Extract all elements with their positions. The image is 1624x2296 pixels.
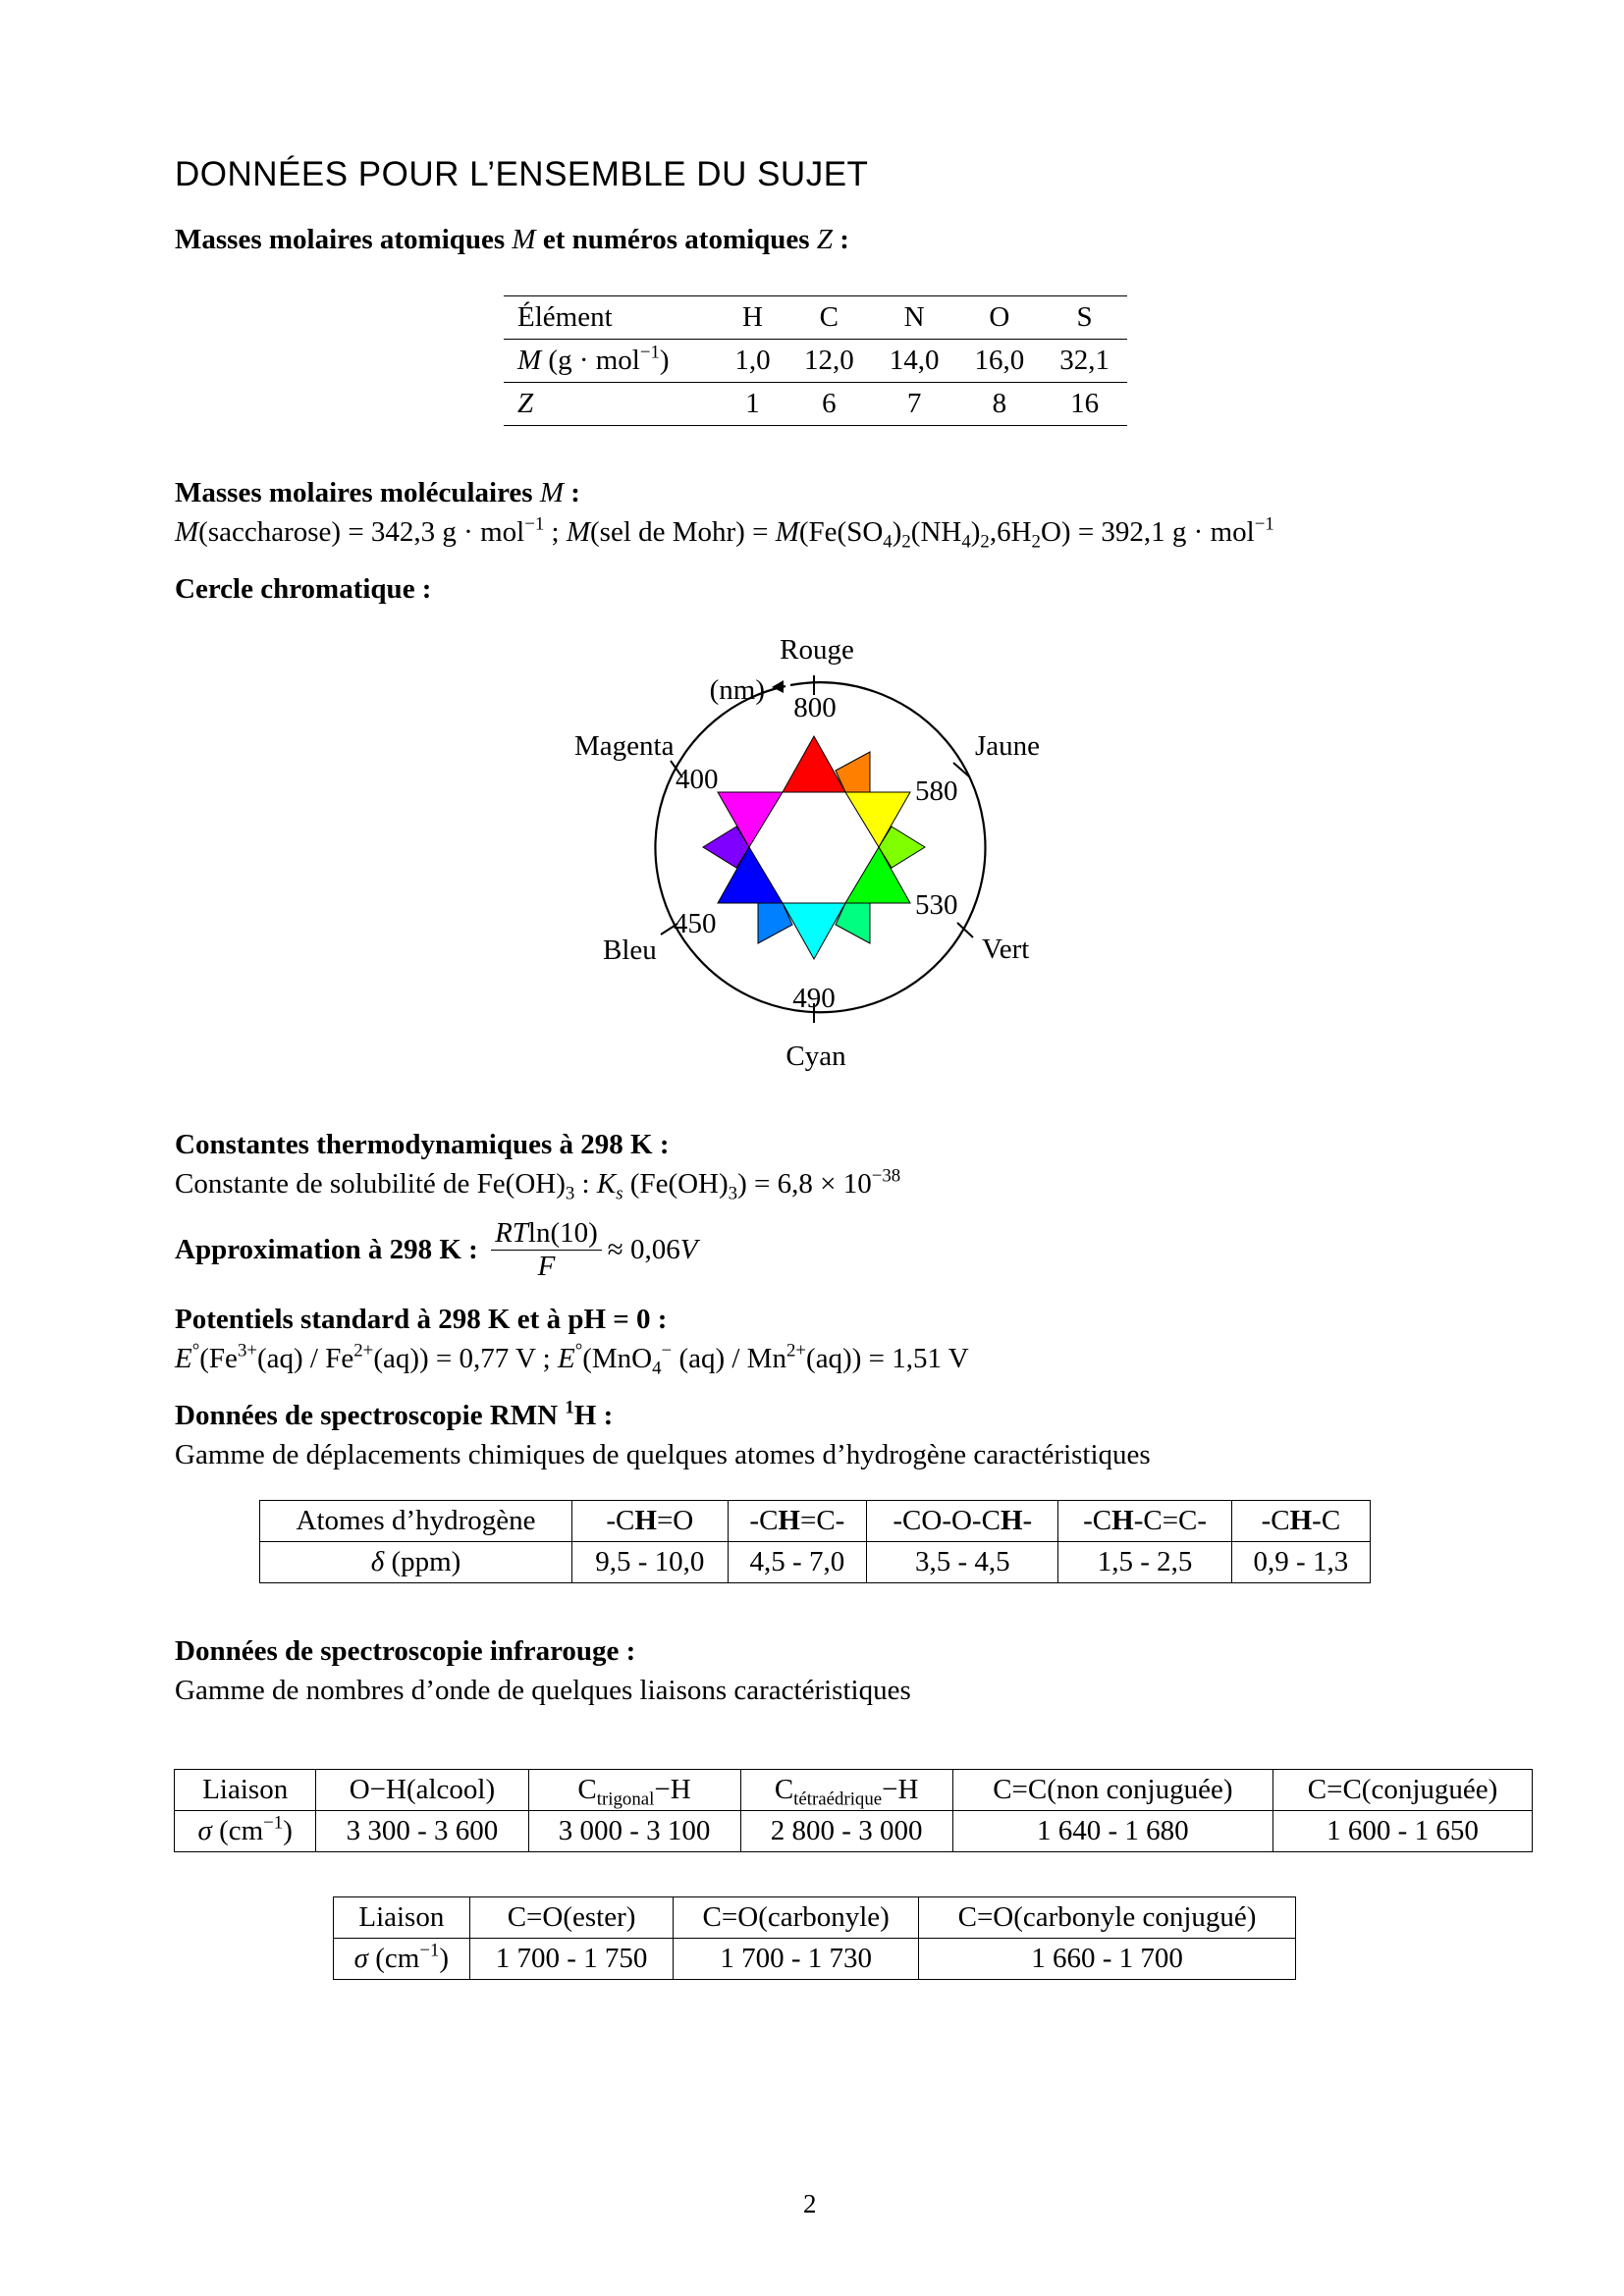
unit-V: V	[679, 1234, 698, 1265]
unit-text: (g · mol	[541, 345, 640, 376]
formula-part: O) = 392,1 g · mol	[1040, 516, 1255, 548]
unit-text: (ppm)	[384, 1546, 461, 1577]
fraction-denominator: F	[537, 1251, 556, 1282]
label-rouge: Rouge	[780, 634, 854, 666]
unit-text: )	[659, 345, 670, 376]
fraction-numerator	[491, 1217, 602, 1251]
thermo-heading: Constantes thermodynamiques à 298 K :	[175, 1129, 670, 1160]
symbol-M: M	[512, 224, 536, 255]
bond-cell	[528, 1770, 740, 1811]
range-cell: 1 700 - 1 730	[674, 1939, 919, 1980]
header-cell: Liaison	[334, 1897, 470, 1939]
shift-cell: 0,9 - 1,3	[1231, 1542, 1370, 1583]
ir-table-1	[174, 1769, 1533, 1852]
exponent: −38	[871, 1165, 901, 1187]
symbol-M: M	[539, 477, 565, 508]
group-text: =C-	[799, 1505, 845, 1536]
group-h: H	[1000, 1505, 1023, 1536]
header-cell: Atomes d’hydrogène	[260, 1501, 572, 1542]
ln-text: ln(10)	[527, 1217, 598, 1249]
shift-cell: 4,5 - 7,0	[728, 1542, 867, 1583]
exponent: −1	[263, 1812, 284, 1834]
element-cell: N	[872, 296, 957, 340]
ks-value: ) = 6,8 × 10	[737, 1168, 872, 1200]
fraction	[491, 1217, 602, 1283]
heading-text: Masses molaires atomiques	[175, 224, 513, 255]
range-cell: 1 640 - 1 680	[952, 1811, 1272, 1852]
wl-400: 400	[676, 764, 719, 795]
bond-text: C	[577, 1774, 597, 1805]
bond-cell: O−H(alcool)	[316, 1770, 528, 1811]
ir-heading: Données de spectroscopie infrarouge :	[175, 1635, 636, 1667]
bond-cell: C=O(carbonyle)	[674, 1897, 919, 1939]
symbol-E: E	[175, 1343, 192, 1374]
sigma-label-cell	[334, 1939, 470, 1980]
heading-text: Masses molaires moléculaires	[175, 477, 540, 508]
nmr-table	[259, 1500, 1371, 1583]
group-text: -C	[1261, 1505, 1290, 1536]
subscript: 2	[901, 531, 911, 553]
ks-text: (Fe(OH)	[623, 1168, 729, 1200]
table-row	[334, 1939, 1296, 1980]
z-cell: 16	[1042, 383, 1127, 426]
heading-text: :	[832, 224, 849, 255]
z-label-cell: Z	[504, 383, 719, 426]
exponent: 3+	[237, 1340, 257, 1362]
group-text: -CO-O-C	[893, 1505, 1001, 1536]
group-text: -C	[606, 1505, 635, 1536]
potential-text: (MnO	[582, 1343, 653, 1374]
ir-table-2	[333, 1896, 1296, 1980]
header-cell: Élément	[504, 296, 719, 340]
z-cell: 6	[786, 383, 872, 426]
formula-part: )	[970, 516, 981, 548]
range-cell: 1 700 - 1 750	[469, 1939, 674, 1980]
cyan-triangle	[783, 903, 845, 959]
subscript: trigonal	[596, 1789, 655, 1810]
mass-cell: 16,0	[974, 345, 1025, 376]
table-row	[175, 1770, 1533, 1811]
bond-cell: C=O(ester)	[469, 1897, 674, 1939]
symbol-E: E	[557, 1343, 575, 1374]
symbol-M: M	[175, 516, 199, 548]
exponent: −1	[419, 1940, 440, 1961]
symbol-Z: Z	[816, 224, 833, 255]
degree: °	[191, 1340, 200, 1362]
nmr-subtitle: Gamme de déplacements chimiques de quelques atomes d’hydrogène caractéristiques	[175, 1439, 1151, 1470]
unit-text: (cm	[367, 1943, 420, 1974]
formula-part: (Fe(SO	[798, 516, 884, 548]
wl-450: 450	[674, 908, 717, 939]
delta-label-cell	[260, 1542, 572, 1583]
subscript: 2	[1031, 531, 1041, 553]
symbol-delta: δ	[370, 1546, 385, 1577]
range-cell: 2 800 - 3 000	[740, 1811, 952, 1852]
group-h: H	[778, 1505, 800, 1536]
heading-text: et numéros atomiques	[535, 224, 817, 255]
symbol-M: M	[566, 516, 590, 548]
mass-cell: 1,0	[734, 345, 771, 376]
subscript: 2	[980, 531, 990, 553]
group-text: -	[1022, 1505, 1033, 1536]
table-row	[260, 1501, 1371, 1542]
table-row	[175, 1811, 1533, 1852]
bond-text: −H	[654, 1774, 691, 1805]
group-h: H	[634, 1505, 657, 1536]
subscript: tétraédrique	[793, 1789, 883, 1810]
group-text: -C=C-	[1133, 1505, 1208, 1536]
bond-cell: C=O(carbonyle conjugué)	[919, 1897, 1296, 1939]
label-magenta: Magenta	[574, 730, 675, 762]
formula-part: ,6H	[989, 516, 1032, 548]
header-cell: Liaison	[175, 1770, 316, 1811]
saccharose-mass: (saccharose) = 342,3 g · mol	[198, 516, 525, 548]
bond-cell: C=C(conjuguée)	[1273, 1770, 1533, 1811]
separator: ;	[544, 516, 567, 548]
potentials-heading: Potentiels standard à 298 K et à pH = 0 :	[175, 1304, 668, 1335]
subscript: 3	[565, 1183, 575, 1204]
color-wheel-diagram	[0, 0, 1624, 1119]
group-h: H	[1289, 1505, 1313, 1536]
red-triangle	[783, 736, 845, 792]
exponent: 1	[565, 1397, 574, 1418]
subscript: s	[616, 1183, 623, 1204]
approx-label: Approximation à 298 K :	[175, 1234, 486, 1265]
wl-800: 800	[793, 692, 837, 723]
symbol-M: M	[775, 516, 799, 548]
solubility-line	[175, 1165, 901, 1204]
label-cyan: Cyan	[785, 1041, 846, 1072]
bond-cell: C=C(non conjuguée)	[952, 1770, 1272, 1811]
ks-text: Constante de solubilité de Fe(OH)	[175, 1168, 566, 1200]
arrow-head-icon	[772, 680, 784, 693]
symbol-sigma: σ	[197, 1815, 212, 1846]
unit-text: )	[283, 1815, 293, 1846]
element-cell: H	[719, 296, 786, 340]
group-cell	[572, 1501, 729, 1542]
exponent: −1	[524, 513, 545, 535]
ir-subtitle: Gamme de nombres d’onde de quelques liaisons caractéristiques	[175, 1675, 911, 1706]
symbol-K: K	[596, 1168, 617, 1200]
group-text: -C	[1083, 1505, 1112, 1536]
element-cell: O	[956, 296, 1042, 340]
approx-value: ≈ 0,06	[607, 1234, 680, 1265]
group-text: -C	[1312, 1505, 1341, 1536]
label-bleu: Bleu	[603, 934, 657, 966]
table-row	[260, 1542, 1371, 1583]
heading-text: :	[564, 477, 580, 508]
group-cell	[1058, 1501, 1231, 1542]
color-wheel-heading: Cercle chromatique :	[175, 573, 432, 605]
bond-cell	[740, 1770, 952, 1811]
formula-part: (NH	[910, 516, 962, 548]
symbol-RT: RT	[495, 1217, 528, 1249]
unit-text: )	[439, 1943, 450, 1974]
potential-text: (Fe	[199, 1343, 238, 1374]
exponent: −	[661, 1340, 673, 1362]
potential-text: (aq) / Fe	[257, 1343, 354, 1374]
group-cell	[728, 1501, 867, 1542]
wl-580: 580	[915, 775, 958, 807]
shift-cell: 1,5 - 2,5	[1058, 1542, 1231, 1583]
mohr-label: (sel de Mohr) =	[590, 516, 776, 548]
label-vert: Vert	[982, 934, 1030, 965]
group-cell	[1231, 1501, 1370, 1542]
range-cell: 1 660 - 1 700	[919, 1939, 1296, 1980]
z-cell: 1	[719, 383, 786, 426]
range-cell: 3 300 - 3 600	[316, 1811, 528, 1852]
z-cell: 8	[956, 383, 1042, 426]
exponent: −1	[1254, 513, 1274, 535]
wl-530: 530	[915, 889, 958, 921]
nmr-heading	[175, 1397, 614, 1432]
bond-text: −H	[882, 1774, 919, 1805]
sigma-label-cell	[175, 1811, 316, 1852]
mass-cell: 14,0	[889, 345, 940, 376]
range-cell: 3 000 - 3 100	[528, 1811, 740, 1852]
shift-cell: 9,5 - 10,0	[572, 1542, 729, 1583]
formula-part: )	[892, 516, 902, 548]
label-jaune: Jaune	[975, 730, 1041, 762]
approximation-line	[175, 1217, 697, 1283]
group-text: =O	[656, 1505, 694, 1536]
potentials-line	[175, 1340, 969, 1379]
mass-cell: 32,1	[1059, 345, 1110, 376]
symbol-sigma: σ	[353, 1943, 368, 1974]
table-row	[334, 1897, 1296, 1939]
element-cell: S	[1042, 296, 1127, 340]
ks-text: :	[574, 1168, 597, 1200]
exponent: 2+	[785, 1340, 807, 1362]
potential-text: (aq)) = 0,77 V ;	[373, 1343, 558, 1374]
mass-cell: 12,0	[803, 345, 854, 376]
subscript: 4	[883, 531, 893, 553]
symbol-M: M	[517, 345, 542, 376]
z-cell: 7	[872, 383, 957, 426]
subscript: 3	[728, 1183, 738, 1204]
group-h: H	[1111, 1505, 1134, 1536]
exponent: −1	[639, 342, 660, 363]
group-cell	[867, 1501, 1058, 1542]
shift-cell: 3,5 - 4,5	[867, 1542, 1058, 1583]
bond-text: C	[774, 1774, 794, 1805]
element-cell: C	[786, 296, 872, 340]
page-title: DONNÉES POUR L’ENSEMBLE DU SUJET	[175, 155, 869, 193]
potential-text: (aq)) = 1,51 V	[806, 1343, 969, 1374]
group-text: -C	[749, 1505, 779, 1536]
page-number: 2	[803, 2189, 817, 2218]
heading-text: H :	[573, 1400, 614, 1431]
unit-text: (cm	[211, 1815, 264, 1846]
unit-nm: (nm)	[709, 674, 765, 706]
range-cell: 1 600 - 1 650	[1273, 1811, 1533, 1852]
heading-text: Données de spectroscopie RMN	[175, 1400, 566, 1431]
subscript: 4	[961, 531, 971, 553]
degree: °	[574, 1340, 583, 1362]
wl-490: 490	[792, 983, 836, 1014]
subscript: 4	[652, 1358, 662, 1379]
potential-text: (aq) / Mn	[672, 1343, 786, 1374]
exponent: 2+	[353, 1340, 374, 1362]
